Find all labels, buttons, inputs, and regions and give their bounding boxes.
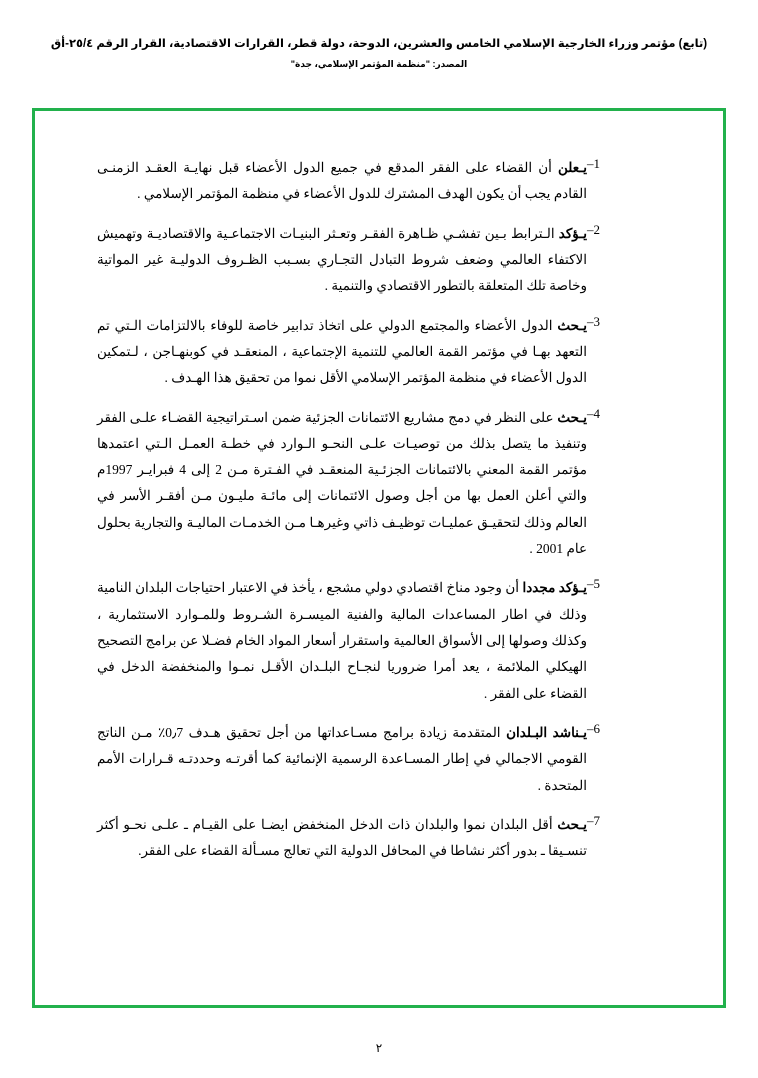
clause-number <box>587 155 641 172</box>
list-item <box>97 155 641 208</box>
clause-rest: الـترابط بـين تفشـي ظـاهرة الفقـر وتعـثر البنيـات الاجتماعـية والاقتصاديـة وتهميش الاكتفاء العالمي وضعف شروط التبادل التجـاري بسـبب الظـروف الدوليـة غير المواتية وخاصة تلك المتعلقة بالتطور الاقتصادي والتنمية . <box>97 225 587 294</box>
clause-text <box>97 405 587 563</box>
clause-number <box>587 313 641 330</box>
clause-index: 1 <box>593 156 600 171</box>
clause-index: 6 <box>593 720 600 736</box>
green-border-frame <box>32 108 726 1008</box>
clause-rest: الدول الأعضاء والمجتمع الدولي على اتخاذ تدابير خاصة للوفاء بالالتزامات الـتي تم التعهد بهـا في مؤتمر القمة العالمي للتنمية الإجتماعية ، المنعقـد في كوبنهـاجن ، لـتمكين الدول الأعضاء في منظمة المؤتمر الإسلامي الأقل نموا من تحقيق هذا الهـدف . <box>97 317 587 386</box>
clause-text <box>97 221 587 300</box>
clause-rest: أقل البلدان نموا والبلدان ذات الدخل المنخفض ايضـا على القيـام ـ علـى نحـو أكثر تنسـيقا ـ بدور أكثر نشاطا في المحافل الدولية التي تعالج مسـألة القضاء على الفقر. <box>97 816 587 859</box>
clause-number <box>587 812 641 829</box>
clause-dash: – <box>587 576 594 592</box>
list-item <box>97 720 641 799</box>
clause-list <box>35 111 723 1005</box>
list-item <box>97 313 641 392</box>
clause-rest: أن القضاء على الفقر المدقع في جميع الدول الأعضاء قبل نهايـة العقـد الزمنـى القادم يجب أن يكون الهدف المشترك للدول الأعضاء في منظمة المؤتمر الإسلامي . <box>97 160 587 202</box>
clause-dash: – <box>587 405 594 421</box>
clause-dash: – <box>587 812 594 828</box>
clause-rest: أن وجود مناخ اقتصادي دولي مشجع ، يأخذ في الاعتبار احتياجات البلدان النامية وذلك في اطار المساعدات المالية والفنية الميسـرة الشـروط وللمـوارد الاستثمارية ، وكذلك وصولها إلى الأسواق العالمية واستقرار أسعار المواد الخام فضـلا عن برامج التصحيح الهيكلي الملائمة ، يعد أمرا ضروريا لنجـاح البلـدان الأقـل نمـوا والمنخفضة الدخل في القضاء على الفقر . <box>97 580 587 701</box>
clause-lead: يـؤكد مجددا <box>522 580 587 596</box>
clause-dash: – <box>587 156 594 171</box>
page-number: ٢ <box>375 1041 383 1055</box>
header-source: المصدر: "منظمة المؤتمر الإسلامي، جدة" <box>290 59 468 70</box>
clause-lead: يـناشد البـلدان <box>506 724 587 740</box>
clause-text <box>97 812 587 865</box>
list-item <box>97 575 641 707</box>
clause-dash: – <box>587 720 594 736</box>
list-item <box>97 812 641 865</box>
clause-index: 3 <box>593 313 600 329</box>
clause-lead: يـؤكد <box>558 225 587 241</box>
clause-lead: يـعلن <box>558 160 587 175</box>
clause-number <box>587 575 641 592</box>
clause-dash: – <box>587 221 594 237</box>
clause-number <box>587 405 641 422</box>
header-title: (تابع) مؤتمر وزراء الخارجية الإسلامي الخامس والعشرين، الدوحة، دولة قطر، القرارات الاقتصادية، القرار الرقم ٢٥/٤-أق <box>50 38 708 50</box>
clause-lead: يـحث <box>557 409 587 425</box>
page-header <box>0 0 758 72</box>
clause-number <box>587 221 641 238</box>
clause-lead: يـحث <box>557 816 587 832</box>
clause-text <box>97 575 587 707</box>
clause-rest: على النظر في دمج مشاريع الائتمانات الجزئية ضمن اسـتراتيجية القضـاء علـى الفقر وتنفيذ ما يتصل بذلك من توصيـات علـى النحـو الـوارد في خطـة العمـل الـتي اعتمدها مؤتمر القمة المعني بالائتمانات الجزئـية المنعقـد في الفـترة مـن 2 إلى 4 فبرايـر 1997م والتي أعلن العمل بها من أجل وصول الائتمانات إلى مائـة مليـون مـن أفقـر الأسر في العالم وذلك لتحقيـق عمليـات توظيـف ذاتي وغيرهـا مـن الخدمـات الماليـة والتجارية بحلول عام 2001 . <box>97 409 588 557</box>
clause-dash: – <box>587 313 594 329</box>
page-footer <box>0 1041 758 1056</box>
clause-index: 7 <box>593 812 600 828</box>
list-item <box>97 221 641 300</box>
clause-text <box>97 720 587 799</box>
list-item <box>97 405 641 563</box>
clause-number <box>587 720 641 737</box>
clause-text <box>97 155 587 208</box>
clause-text <box>97 313 587 392</box>
clause-lead: يـحث <box>557 317 587 333</box>
clause-rest: المتقدمة زيادة برامج مسـاعداتها من أجل تحقيق هـدف 0٫7٪ مـن الناتج القومي الاجمالي في إطار المسـاعدة الرسمية الإنمائية كما أقرتـه وحددتـه قـرارات الأمم المتحدة . <box>97 724 587 793</box>
clause-index: 4 <box>593 405 600 421</box>
clause-index: 5 <box>593 576 600 592</box>
clause-index: 2 <box>593 221 600 237</box>
